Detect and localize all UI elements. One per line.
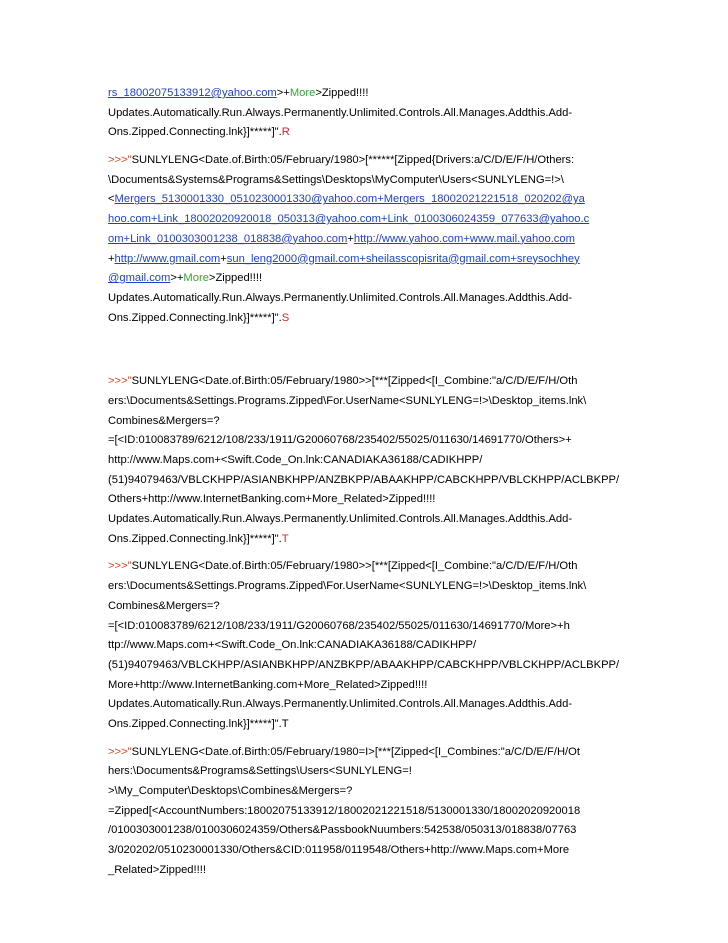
text-line: Ons.Zipped.Connecting.lnk}]*****]".T xyxy=(108,717,289,730)
paragraph-5 xyxy=(108,743,622,881)
text-line xyxy=(108,230,622,250)
text-line xyxy=(108,210,622,230)
text-line: >\My_Computer\Desktops\Combines&Mergers=? xyxy=(108,785,353,797)
text-line: =[<ID:010083789/6212/108/233/1911/G20060768/235402/55025/011630/14691770/More>+h xyxy=(108,619,570,632)
quote-prefix: >>>" xyxy=(108,375,132,388)
text-span: Ons.Zipped.Connecting.lnk}]*****]". xyxy=(108,126,282,139)
paragraph-3 xyxy=(108,372,622,549)
document-body xyxy=(108,84,622,888)
text-line: \Documents&Systems&Programs&Settings\Desktops\MyComputer\Users<SUNLYLENG=!>\ xyxy=(108,173,564,186)
text-line: (51)94079463/VBLCKHPP/ASIANBKHPP/ANZBKPP/ABAAKHPP/CABCKHPP/VBLCKHPP/ACLBKPP/ xyxy=(108,658,620,671)
web-link[interactable]: http://www.gmail.com xyxy=(114,252,221,265)
text-line: (51)94079463/VBLCKHPP/ASIANBKHPP/ANZBKPP/ABAAKHPP/CABCKHPP/VBLCKHPP/ACLBKPP/ xyxy=(108,473,620,486)
text-line: Combines&Mergers=? xyxy=(108,414,220,427)
text-span: SUNLYLENG<Date.of.Birth:05/February/1980>[******[Zipped{Drivers:a/C/D/E/F/H/Others: xyxy=(131,154,575,167)
email-link[interactable]: Mergers_5130001330_0510230001330@yahoo.com+Mergers_18002021221518_020202@ya xyxy=(114,193,585,206)
text-span: >+ xyxy=(276,87,290,99)
spacer xyxy=(108,336,622,372)
text-span: + xyxy=(108,252,115,265)
text-line: _Related>Zipped!!!! xyxy=(108,863,206,876)
text-line: =[<ID:010083789/6212/108/233/1911/G20060768/235402/55025/011630/14691770/Others>+ xyxy=(108,434,572,447)
text-span: >Zipped!!!! xyxy=(315,87,369,99)
marker-letter: R xyxy=(281,126,290,139)
text-line xyxy=(108,250,622,270)
quote-prefix: >>>" xyxy=(108,745,132,758)
text-line: ttp://www.Maps.com+<Swift.Code_On.lnk:CANADIAKA36188/CADIKHPP/ xyxy=(108,639,477,652)
text-span: + xyxy=(220,252,227,265)
text-line xyxy=(108,269,622,289)
email-link[interactable]: om+Link_0100303001238_018838@yahoo.com xyxy=(108,232,348,245)
text-line xyxy=(108,372,622,392)
text-line: More+http://www.InternetBanking.com+More_Related>Zipped!!!! xyxy=(108,678,428,691)
text-line xyxy=(108,530,622,550)
text-line xyxy=(108,151,622,171)
text-line: http://www.Maps.com+<Swift.Code_On.lnk:CANADIAKA36188/CADIKHPP/ xyxy=(108,454,483,466)
text-span: + xyxy=(347,232,354,245)
email-link[interactable]: rs_18002075133912@yahoo.com xyxy=(108,87,277,99)
email-link[interactable]: @gmail.com xyxy=(108,272,171,285)
text-line: ers:\Documents&Settings.Programs.Zipped\For.UserName<SUNLYLENG=!>\Desktop_items.lnk\ xyxy=(108,580,587,593)
text-line: 3/020202/0510230001330/Others&CID:011958/0119548/Others+http://www.Maps.com+More xyxy=(108,844,570,857)
text-line xyxy=(108,84,622,104)
text-line xyxy=(108,309,622,329)
text-span: SUNLYLENG<Date.of.Birth:05/February/1980>>[***[Zipped<[I_Combine:"a/C/D/E/F/H/Oth xyxy=(131,375,578,388)
text-span: Ons.Zipped.Connecting.lnk}]*****]". xyxy=(108,532,282,545)
web-link[interactable]: http://www.yahoo.com+www.mail.yahoo.com xyxy=(353,232,575,245)
marker-letter: T xyxy=(281,532,289,545)
text-span: < xyxy=(108,193,115,206)
text-span: Ons.Zipped.Connecting.lnk}]*****]". xyxy=(108,311,282,324)
paragraph-4 xyxy=(108,557,622,734)
quote-prefix: >>>" xyxy=(108,560,132,573)
text-line xyxy=(108,123,622,143)
paragraph-2 xyxy=(108,151,622,328)
text-line: hers:\Documents&Programs&Settings\Users<SUNLYLENG=! xyxy=(108,765,412,778)
text-line xyxy=(108,557,622,577)
marker-letter: S xyxy=(281,311,290,324)
text-line: =Zipped[<AccountNumbers:18002075133912/18002021221518/5130001330/18002020920018 xyxy=(108,804,581,817)
text-line: Updates.Automatically.Run.Always.Permanently.Unlimited.Controls.All.Manages.Addthis.Add- xyxy=(108,106,573,119)
email-link[interactable]: sun_leng2000@gmail.com+sheilasscopisrita@gmail.com+sreysochhey xyxy=(226,252,580,265)
email-link[interactable]: hoo.com+Link_18002020920018_050313@yahoo.com+Link_0100306024359_077633@yahoo.c xyxy=(108,213,590,226)
text-line: /0100303001238/0100306024359/Others&PassbookNuumbers:542538/050313/018838/07763 xyxy=(108,824,577,837)
text-line xyxy=(108,743,622,763)
more-link-text: More xyxy=(183,272,209,285)
text-line xyxy=(108,190,622,210)
text-span: SUNLYLENG<Date.of.Birth:05/February/1980=I>[***[Zipped<[I_Combines:"a/C/D/E/F/H/Ot xyxy=(131,745,580,758)
text-line: Updates.Automatically.Run.Always.Permanently.Unlimited.Controls.All.Manages.Addthis.Add- xyxy=(108,698,573,711)
text-span: >Zipped!!!! xyxy=(208,272,263,285)
text-line: Others+http://www.InternetBanking.com+More_Related>Zipped!!!! xyxy=(108,493,436,506)
text-span: SUNLYLENG<Date.of.Birth:05/February/1980>>[***[Zipped<[I_Combine:"a/C/D/E/F/H/Oth xyxy=(131,560,578,573)
text-line: ers:\Documents&Settings.Programs.Zipped\For.UserName<SUNLYLENG=!>\Desktop_items.lnk\ xyxy=(108,394,587,407)
paragraph-1 xyxy=(108,84,622,143)
more-link-text: More xyxy=(289,87,316,99)
text-line: Updates.Automatically.Run.Always.Permanently.Unlimited.Controls.All.Manages.Addthis.Add- xyxy=(108,291,573,304)
text-line: Combines&Mergers=? xyxy=(108,599,220,612)
text-line: Updates.Automatically.Run.Always.Permanently.Unlimited.Controls.All.Manages.Addthis.Add- xyxy=(108,513,573,526)
quote-prefix: >>>" xyxy=(108,154,132,167)
text-span: >+ xyxy=(170,272,184,285)
